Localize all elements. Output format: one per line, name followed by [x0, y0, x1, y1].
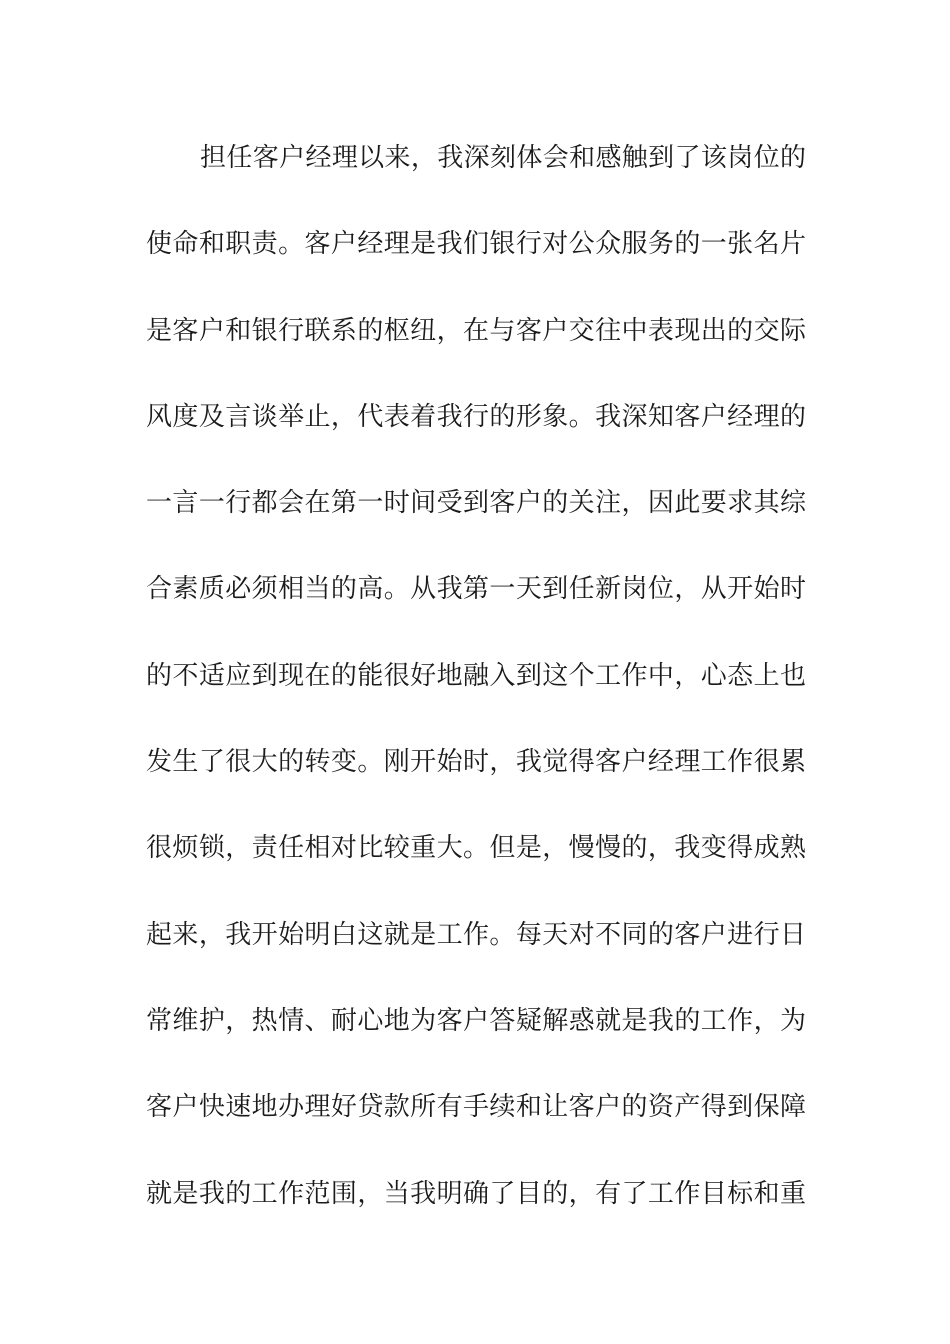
paragraph-line: 起来，我开始明白这就是工作。每天对不同的客户进行日: [146, 919, 806, 950]
paragraph-line: 的不适应到现在的能很好地融入到这个工作中，心态上也: [146, 660, 806, 691]
paragraph-line: 发生了很大的转变。刚开始时，我觉得客户经理工作很累: [146, 747, 806, 778]
paragraph-line: 使命和职责。客户经理是我们银行对公众服务的一张名片: [146, 229, 806, 260]
paragraph-line: 很烦锁，责任相对比较重大。但是，慢慢的，我变得成熟: [146, 833, 806, 864]
paragraph-line: 常维护，热情、耐心地为客户答疑解惑就是我的工作，为: [146, 1005, 806, 1036]
paragraph-line: 客户快速地办理好贷款所有手续和让客户的资产得到保障: [146, 1092, 806, 1123]
paragraph-line: 合素质必须相当的高。从我第一天到任新岗位，从开始时: [146, 574, 806, 605]
paragraph-line: 担任客户经理以来，我深刻体会和感触到了该岗位的: [200, 143, 806, 173]
body-paragraph: [146, 140, 806, 1262]
paragraph-line: 风度及言谈举止，代表着我行的形象。我深知客户经理的: [146, 401, 806, 432]
paragraph-line: 就是我的工作范围，当我明确了目的，有了工作目标和重: [146, 1178, 806, 1209]
paragraph-line: 是客户和银行联系的枢纽，在与客户交往中表现出的交际: [146, 315, 806, 346]
paragraph-line: 一言一行都会在第一时间受到客户的关注，因此要求其综: [146, 488, 806, 519]
